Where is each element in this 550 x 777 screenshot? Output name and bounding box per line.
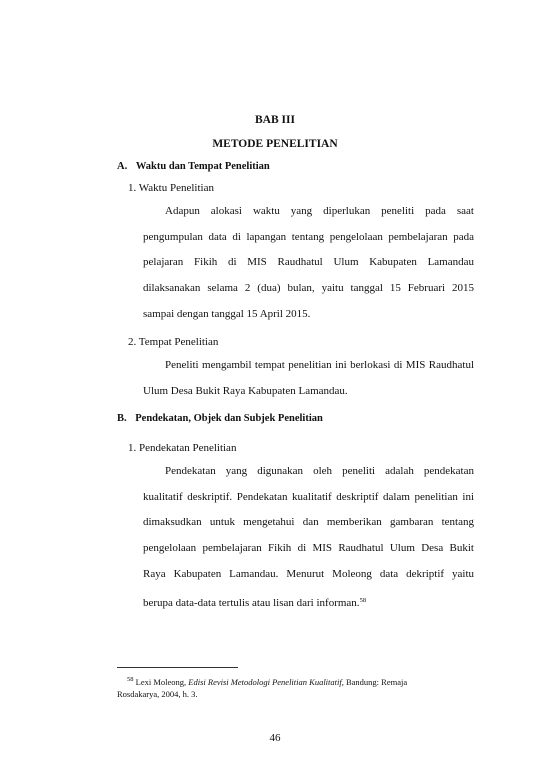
subsection-tempat-title: 2. Tempat Penelitian	[128, 336, 219, 348]
footnote-book-title: Edisi Revisi Metodologi Penelitian Kualitatif	[188, 677, 342, 687]
paragraph-line: Peneliti mengambil tempat penelitian ini berlokasi di MIS Raudhatul	[165, 359, 474, 371]
section-b-title: Pendekatan, Objek dan Subjek Penelitian	[135, 413, 323, 424]
footnote-line: Rosdakarya, 2004, h. 3.	[117, 689, 198, 699]
footnote-reference[interactable]: 58	[359, 596, 367, 604]
section-b-heading	[117, 413, 323, 424]
footnote-number: 58	[127, 676, 134, 683]
subsection-pendekatan-title: 1. Pendekatan Penelitian	[128, 442, 237, 454]
paragraph-tempat	[143, 353, 474, 404]
paragraph-line: Raya Kabupaten Lamandau. Menurut Moleong data dekriptif yaitu	[143, 567, 474, 580]
footnote	[117, 674, 475, 700]
page-number: 46	[269, 732, 281, 744]
footnote-line: $^{58}$ Lexi Moleong, Edisi Revisi Metodologi Penelitian Kualitatif, Bandung: Remaja	[127, 676, 408, 687]
paragraph-waktu	[143, 199, 474, 328]
paragraph-line: kualitatif deskriptif. Pendekatan kualitatif deskriptif dalam penelitian ini	[143, 490, 474, 503]
paragraph-line: Ulum Desa Bukit Raya Kabupaten Lamandau.	[143, 384, 348, 397]
section-a-label: A.	[117, 161, 128, 172]
paragraph-line: Adapun alokasi waktu yang diperlukan peneliti pada saat	[165, 205, 474, 217]
chapter-number: BAB III	[255, 114, 295, 126]
chapter-title: METODE PENELITIAN	[212, 138, 338, 150]
paragraph-line: pelajaran Fikih di MIS Raudhatul Ulum Kabupaten Lamandau	[143, 256, 474, 269]
section-a-title: Waktu dan Tempat Penelitian	[135, 161, 270, 172]
footnote-separator	[117, 667, 238, 668]
paragraph-line: pengumpulan data di lapangan tentang pengelolaan pembelajaran pada	[143, 230, 474, 243]
subsection-waktu-title: 1. Waktu Penelitian	[128, 182, 214, 194]
section-a-heading	[117, 161, 270, 172]
paragraph-line: dimaksudkan untuk mengetahui dan memberikan gambaran tentang	[143, 516, 474, 529]
paragraph-line: dilaksanakan selama 2 (dua) bulan, yaitu tanggal 15 Februari 2015	[143, 282, 474, 295]
paragraph-pendekatan	[143, 459, 474, 616]
paragraph-line: sampai dengan tanggal 15 April 2015.	[143, 307, 311, 320]
section-b-label: B.	[117, 413, 127, 424]
paragraph-line: berupa data-data tertulis atau lisan dari informan.$^{58}$	[143, 596, 367, 609]
paragraph-line: Pendekatan yang digunakan oleh peneliti adalah pendekatan	[165, 465, 474, 477]
paragraph-line: pengelolaan pembelajaran Fikih di MIS Raudhatul Ulum Desa Bukit	[143, 542, 474, 555]
